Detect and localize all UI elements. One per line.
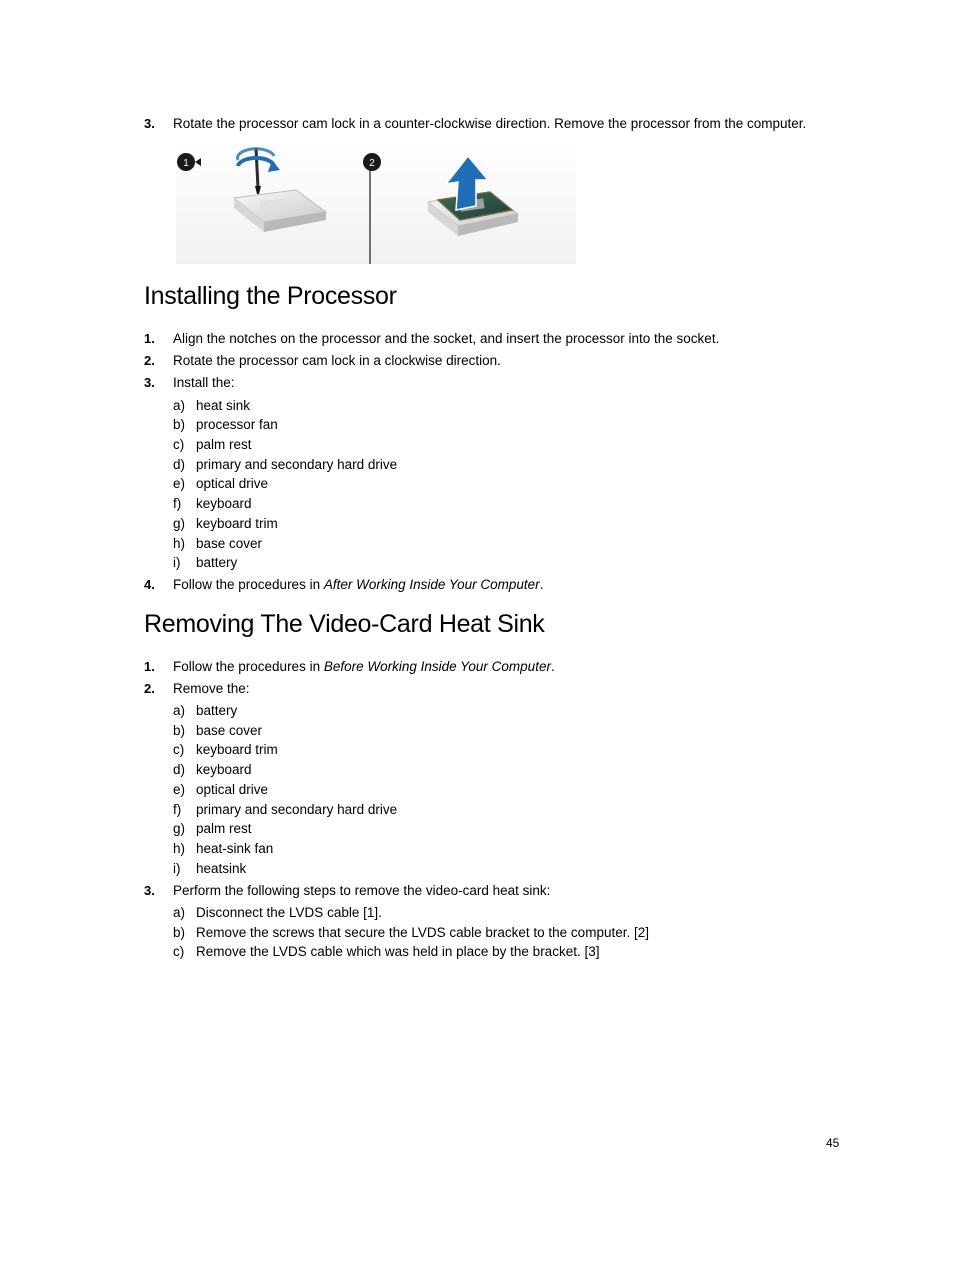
list-item-letter: b) [173,925,186,940]
step-text [173,577,543,592]
step-text-prefix: Follow the procedures in [173,659,324,674]
list-item: keyboard [196,496,252,511]
list-item: keyboard [196,762,252,777]
list-item-letter: g) [173,516,186,531]
list-item: battery [196,555,238,570]
step-number: 2. [144,353,155,368]
step-number: 1. [144,331,155,346]
list-item-letter: i) [173,555,181,570]
list-item: optical drive [196,476,269,491]
list-item-letter: h) [173,536,186,551]
callout-1: 1 [183,158,189,169]
step-text-suffix: . [550,659,555,674]
list-item-letter: b) [173,723,186,738]
step-number: 3. [144,883,155,898]
list-item-letter: g) [173,821,186,836]
processor-illustration [176,140,576,264]
step-text: Perform the following steps to remove the video-card heat sink: [173,883,551,898]
list-item-letter: f) [173,802,182,817]
step-number: 4. [144,577,155,592]
step-text [173,659,555,674]
cross-reference-link[interactable]: Before Working Inside Your Computer [323,659,551,674]
list-item-letter: c) [173,944,185,959]
step-text: Rotate the processor cam lock in a clockwise direction. [173,353,501,368]
list-item: Disconnect the LVDS cable [1]. [196,905,382,920]
list-item: Remove the screws that secure the LVDS cable bracket to the computer. [2] [196,925,649,940]
list-item-letter: h) [173,841,186,856]
list-item: keyboard trim [196,516,278,531]
list-item: primary and secondary hard drive [196,802,398,817]
page-number: 45 [826,1136,840,1150]
list-item-letter: a) [173,703,186,718]
list-item-letter: d) [173,762,186,777]
step-text-prefix: Follow the procedures in [173,577,324,592]
step-text: Rotate the processor cam lock in a counter-clockwise direction. Remove the processor from the computer. [173,116,807,131]
step-text: Remove the: [173,681,250,696]
list-item: heat-sink fan [196,841,274,856]
callout-2: 2 [369,158,375,169]
section-heading-installing-processor: Installing the Processor [144,282,397,310]
step-number: 3. [144,375,155,390]
list-item-letter: i) [173,861,181,876]
list-item: base cover [196,536,263,551]
section-heading-removing-video-card-heat-sink: Removing The Video-Card Heat Sink [144,610,545,638]
list-item: Remove the LVDS cable which was held in place by the bracket. [3] [196,944,600,959]
list-item-letter: d) [173,457,186,472]
step-number: 2. [144,681,155,696]
list-item: battery [196,703,238,718]
step-number: 1. [144,659,155,674]
list-item-letter: c) [173,742,185,757]
list-item-letter: b) [173,417,186,432]
step-text: Align the notches on the processor and the socket, and insert the processor into the socket. [173,331,720,346]
cross-reference-link[interactable]: After Working Inside Your Computer [323,577,540,592]
step-text-suffix: . [539,577,544,592]
processor-removal-figure [176,140,576,264]
step-text: Install the: [173,375,235,390]
list-item-letter: f) [173,496,182,511]
list-item-letter: c) [173,437,185,452]
list-item: primary and secondary hard drive [196,457,398,472]
list-item: heat sink [196,398,251,413]
list-item-letter: e) [173,476,186,491]
step-number: 3. [144,116,155,131]
list-item: palm rest [196,437,252,452]
list-item: palm rest [196,821,252,836]
list-item: heatsink [196,861,247,876]
list-item: base cover [196,723,263,738]
list-item-letter: e) [173,782,186,797]
list-item-letter: a) [173,905,186,920]
list-item: processor fan [196,417,278,432]
list-item: keyboard trim [196,742,278,757]
list-item: optical drive [196,782,269,797]
list-item-letter: a) [173,398,186,413]
